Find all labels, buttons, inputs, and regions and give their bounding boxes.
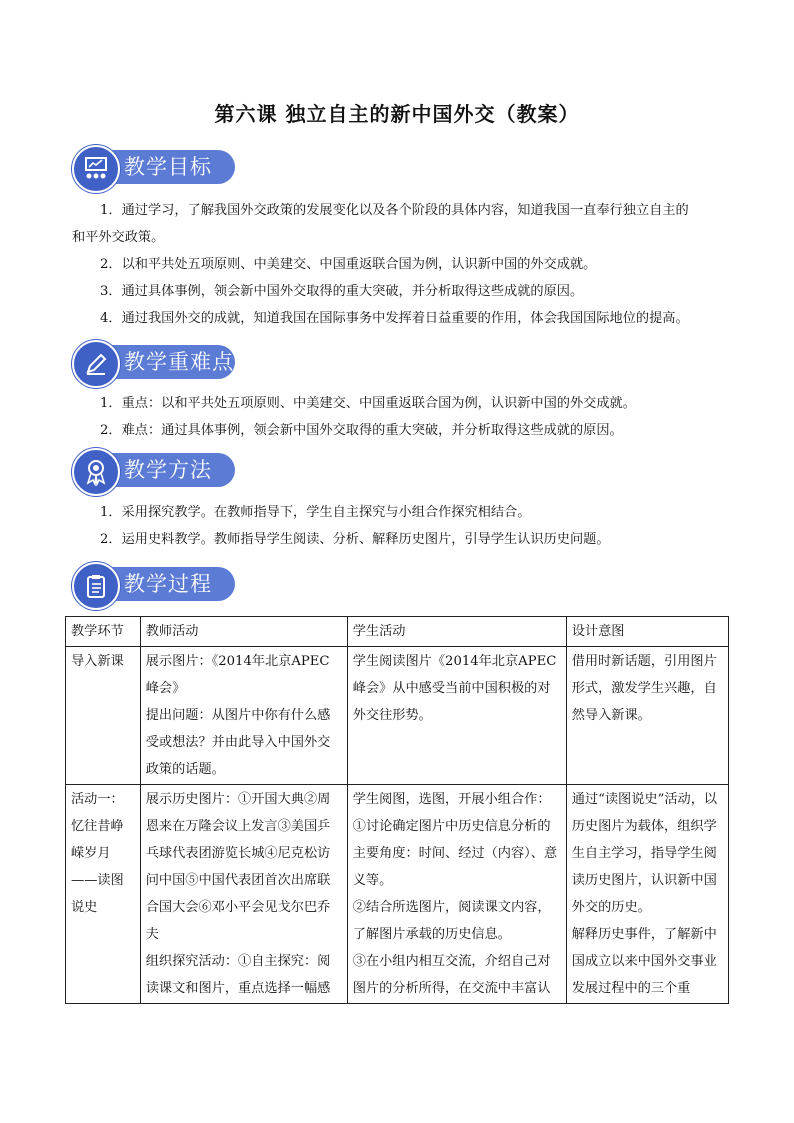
table-row — [66, 647, 729, 785]
list-item: 2．以和平共处五项原则、中美建交、中国重返联合国为例，认识新中国的外交成就。 — [100, 257, 597, 272]
section-banner-methods — [72, 448, 237, 492]
key-points-list — [72, 390, 728, 444]
clipboard-icon — [72, 562, 120, 610]
methods-list — [72, 499, 728, 553]
section-banner-key-points — [72, 340, 237, 384]
list-item: 2．运用史料教学。教师指导学生阅读、分析、解释历史图片，引导学生认识历史问题。 — [100, 532, 610, 547]
section-heading: 教学目标 — [124, 155, 212, 179]
column-header: 设计意图 — [566, 617, 728, 647]
stage-cell: 活动一：忆往昔峥嵘岁月——读图说史 — [66, 785, 141, 1004]
teacher-activity-cell: 展示图片：《2014年北京APEC峰会》 提出问题：从图片中你有什么感受或想法？并由此导入中国外交政策的话题。 — [140, 647, 347, 785]
student-activity-cell: 学生阅读图片《2014年北京APEC峰会》从中感受当前中国积极的对外交往形势。 — [347, 647, 566, 785]
section-heading: 教学过程 — [124, 572, 212, 596]
section-heading: 教学重难点 — [124, 350, 234, 374]
column-header: 教学环节 — [66, 617, 141, 647]
list-item: 1．采用探究教学。在教师指导下，学生自主探究与小组合作探究相结合。 — [100, 505, 531, 520]
table-row — [66, 785, 729, 1004]
column-header: 学生活动 — [347, 617, 566, 647]
student-activity-cell: 学生阅图，选图，开展小组合作： ①讨论确定图片中历史信息分析的主要角度：时间、经过（内容）、意义等。 ②结合所选图片，阅读课文内容，了解图片承载的历史信息。 ③在小组内相互交流，介绍自己对图片的分析所得，在交流中丰富认 — [347, 785, 566, 1004]
table-header-row — [66, 617, 729, 647]
list-item: 1．重点：以和平共处五项原则、中美建交、中国重返联合国为例，认识新中国的外交成就。 — [100, 396, 636, 411]
design-intent-cell: 通过“读图说史”活动，以历史图片为载体，组织学生自主学习，指导学生阅读历史图片，认识新中国外交的历史。 解释历史事件，了解新中国成立以来中国外交事业发展过程中的三个重 — [566, 785, 728, 1004]
design-intent-cell: 借用时新话题，引用图片形式，激发学生兴趣，自然导入新课。 — [566, 647, 728, 785]
process-table — [65, 616, 729, 1004]
column-header: 教师活动 — [140, 617, 347, 647]
page-title: 第六课 独立自主的新中国外交（教案） — [214, 102, 580, 126]
stage-cell: 导入新课 — [66, 647, 141, 785]
presentation-icon — [72, 145, 120, 193]
section-heading: 教学方法 — [124, 458, 212, 482]
list-item: 4．通过我国外交的成就，知道我国在国际事务中发挥着日益重要的作用，体会我国国际地位的提高。 — [100, 311, 689, 326]
list-item: 1．通过学习，了解我国外交政策的发展变化以及各个阶段的具体内容，知道我国一直奉行独立自主的 — [100, 203, 689, 218]
section-banner-objectives — [72, 145, 237, 189]
section-banner-process — [72, 562, 237, 606]
list-item: 3．通过具体事例，领会新中国外交取得的重大突破，并分析取得这些成就的原因。 — [100, 284, 584, 299]
objectives-list — [72, 197, 728, 332]
pencil-icon — [72, 340, 120, 388]
teacher-activity-cell: 展示历史图片：①开国大典②周恩来在万隆会议上发言③美国乒乓球代表团游览长城④尼克松访问中国⑤中国代表团首次出席联合国大会⑥邓小平会见戈尔巴乔夫 组织探究活动：①自主探究：阅读课文和图片，重点选择一幅感 — [140, 785, 347, 1004]
award-ribbon-icon — [72, 448, 120, 496]
list-item: 2．难点：通过具体事例，领会新中国外交取得的重大突破，并分析取得这些成就的原因。 — [100, 423, 623, 438]
list-item: 和平外交政策。 — [72, 230, 165, 245]
